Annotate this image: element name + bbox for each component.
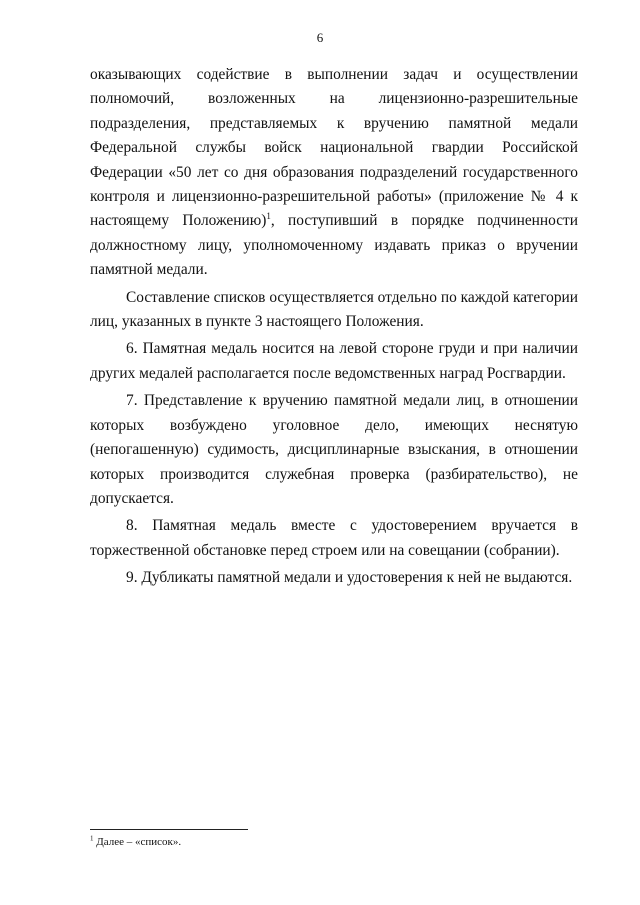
paragraph-lists-compilation: Составление списков осуществляется отдельно по каждой категории лиц, указанных в пункте 3 настоящего Положения.: [90, 288, 578, 331]
paragraph-item-7: 7. Представление к вручению памятной медали лиц, в отношении которых возбуждено уголовное дело, имеющих неснятую (непогашенную) судимость, дисциплинарные взыскания, в отношении которых производится служебная проверка (разбирательство), не допускается.: [90, 392, 578, 507]
paragraph-item-9: 9. Дубликаты памятной медали и удостоверения к ней не выдаются.: [126, 569, 573, 587]
footnote-reference: 1: [266, 211, 271, 222]
page-number: 6: [316, 30, 324, 45]
paragraph-item-8: 8. Памятная медаль вместе с удостоверением вручается в торжественной обстановке перед строем или на совещании (собрании).: [90, 517, 578, 559]
footnote-separator: [90, 829, 248, 830]
footnote-text: Далее – «список».: [93, 836, 182, 848]
footnote-marker: 1: [90, 834, 94, 843]
footnote: [90, 835, 181, 849]
document-body: [90, 63, 578, 591]
paragraph-item-6: 6. Памятная медаль носится на левой стороне груди и при наличии других медалей располагается после ведомственных наград Росгвардии.: [90, 340, 578, 382]
paragraph-text: оказывающих содействие в выполнении задач и осуществлении полномочий, возложенных на лицензионно-разрешительные подразделения, представляемых к вручению памятной медали Федеральной службы войск национальной гвардии Российской Федерации «50 лет со дня образования подразделений государственного контроля и лицензионно-разрешительной работы» (приложение № 4 к настоящему Положению): [90, 66, 578, 230]
paragraph-text-after-footnote: , поступивший в порядке подчиненности должностному лицу, уполномоченному издавать приказ о вручении памятной медали.: [90, 212, 578, 279]
paragraph-continuation: [90, 63, 578, 283]
